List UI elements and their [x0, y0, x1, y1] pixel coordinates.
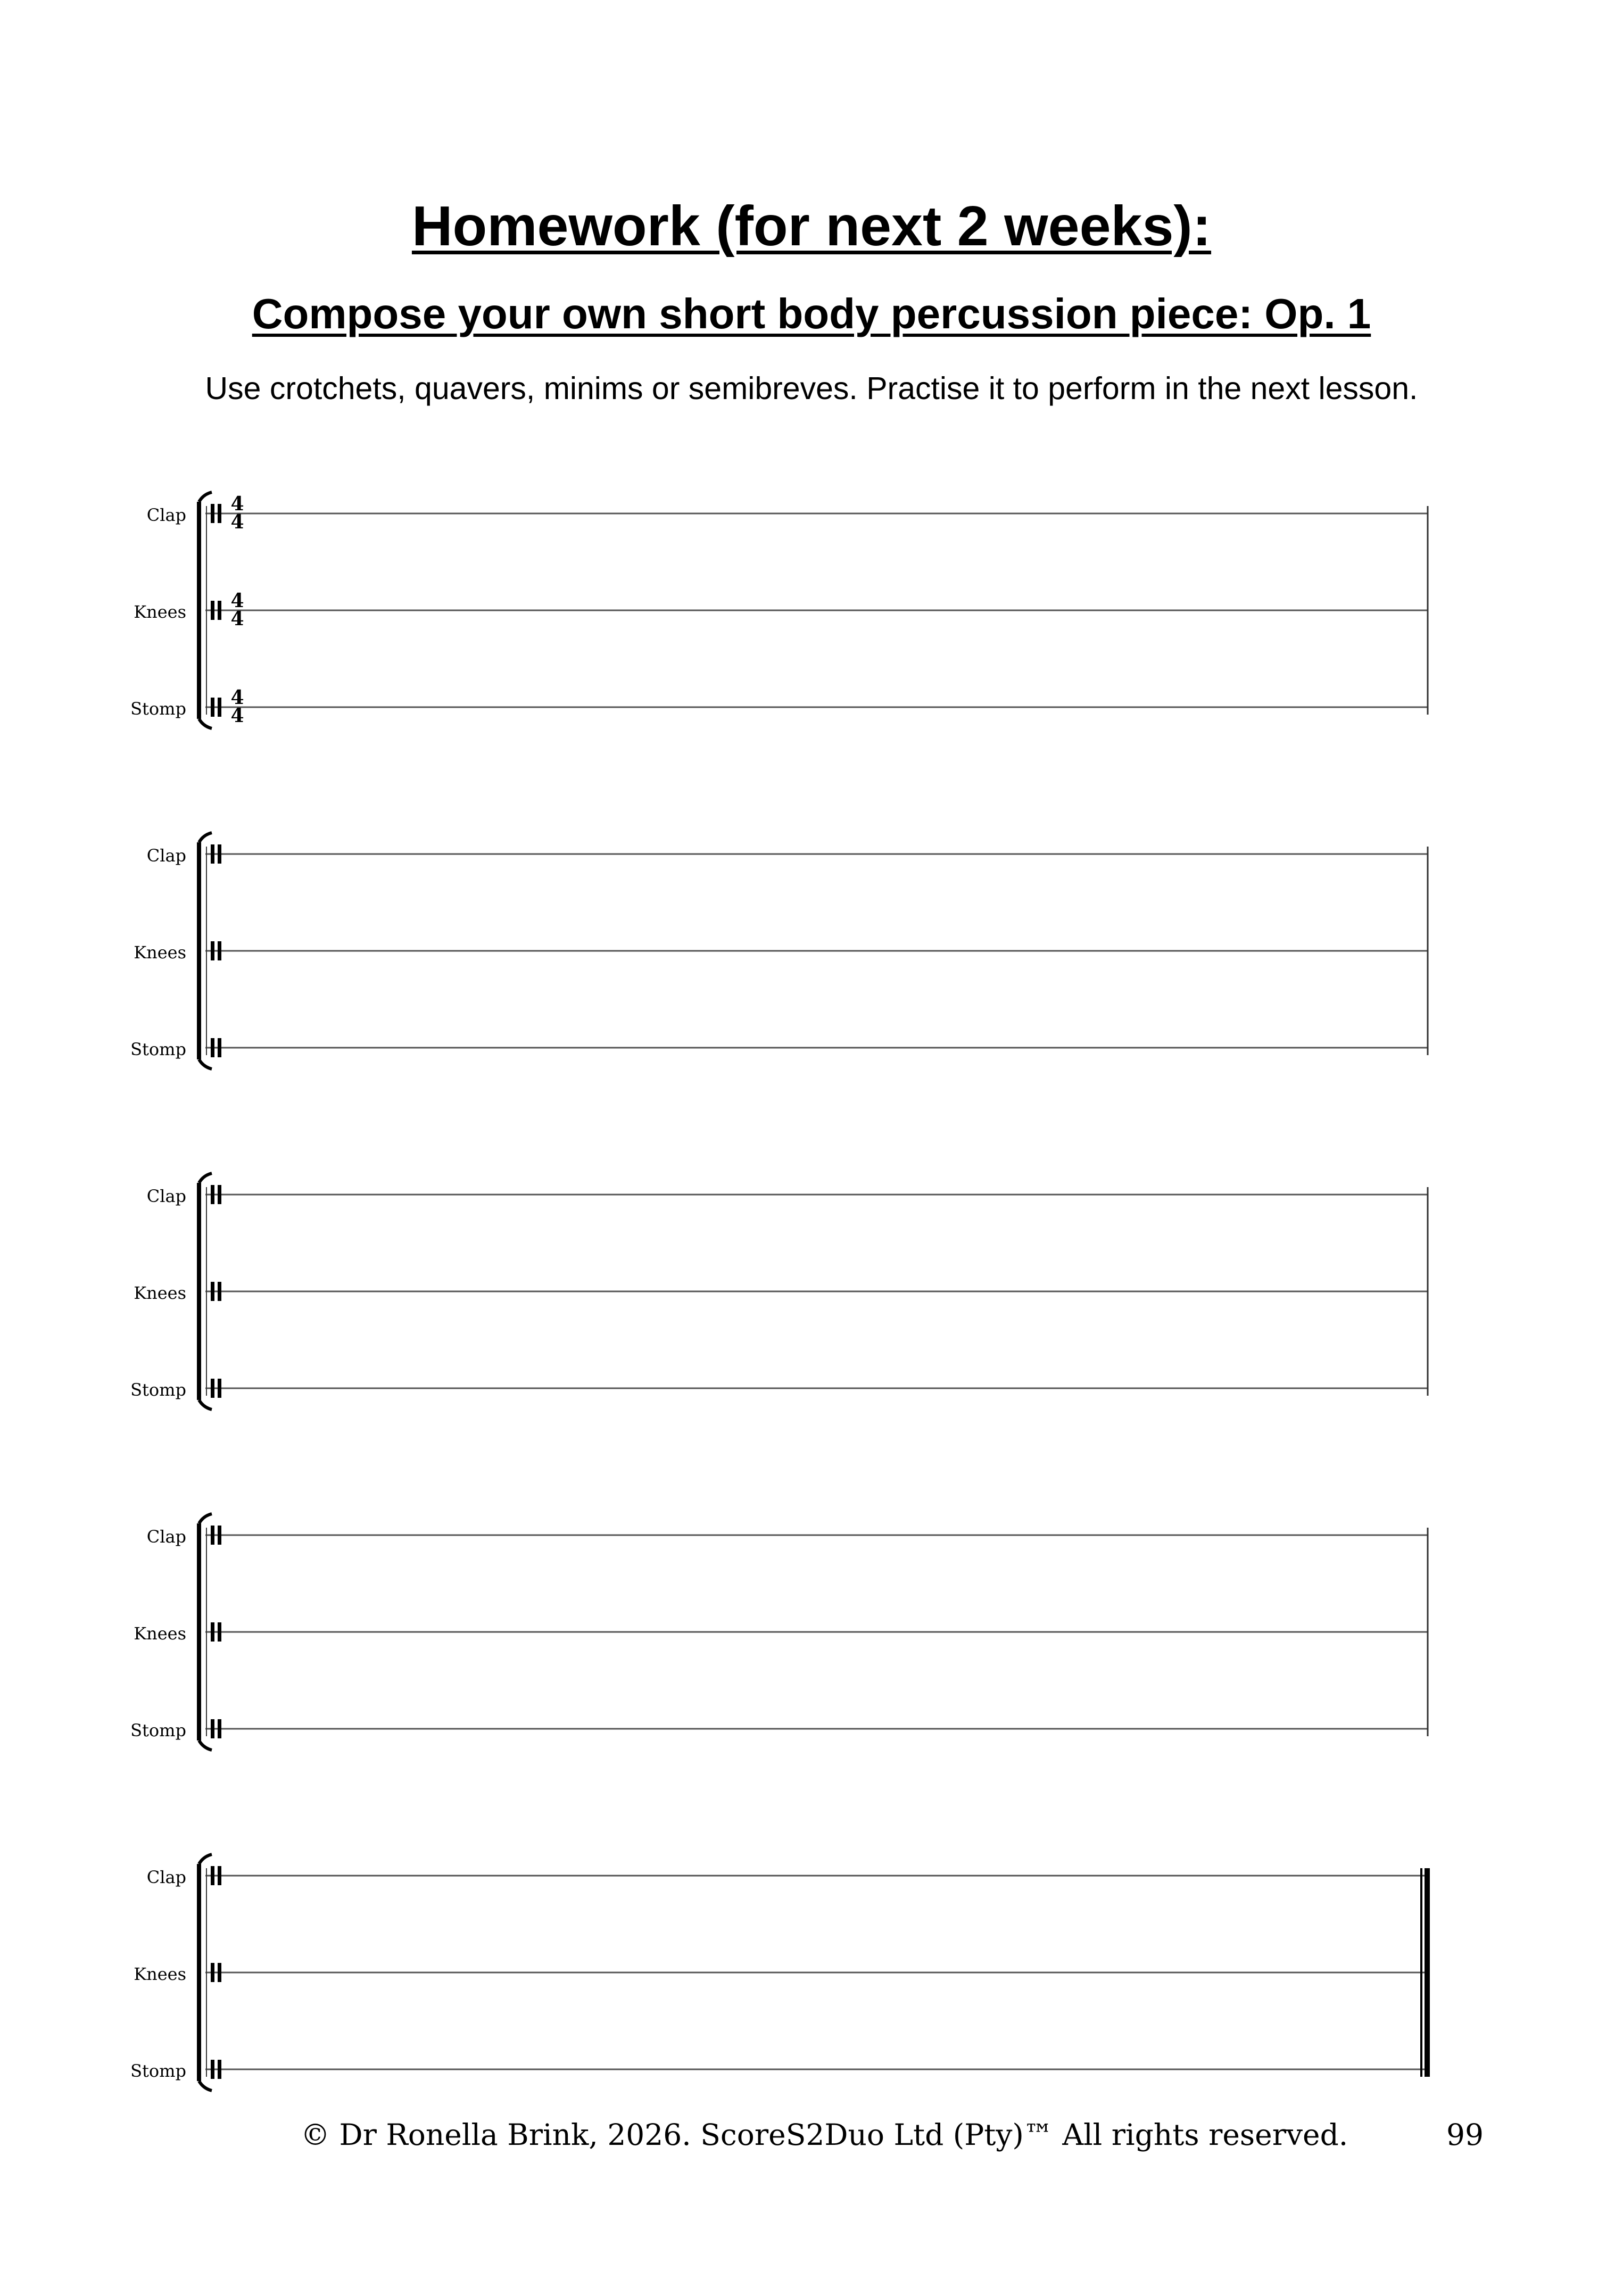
percussion-clef: [218, 601, 221, 620]
percussion-clef: [211, 698, 214, 717]
instructions-text: Use crotchets, quavers, minims or semibreves. Practise it to perform in the next lesson.: [205, 371, 1418, 406]
time-signature-top: 4: [230, 686, 244, 709]
copyright-footer: © Dr Ronella Brink, 2026. ScoreS2Duo Ltd (Pty)™ All rights reserved.: [301, 2118, 1348, 2152]
instrument-label: Stomp: [130, 1720, 186, 1740]
system-bracket: [197, 842, 201, 1059]
percussion-clef: [218, 1526, 221, 1545]
percussion-clef: [218, 1282, 221, 1301]
percussion-clef: [211, 1379, 214, 1398]
percussion-clef: [218, 1185, 221, 1204]
bracket-bottom-hook: [199, 1059, 212, 1069]
bracket-bottom-hook: [199, 1400, 212, 1410]
percussion-clef: [211, 1526, 214, 1545]
percussion-clef: [211, 1622, 214, 1642]
percussion-clef: [218, 1379, 221, 1398]
percussion-clef: [211, 844, 214, 864]
final-barline-thick: [1425, 1868, 1430, 2077]
page-title: Homework (for next 2 weeks):: [411, 195, 1212, 258]
percussion-clef: [218, 941, 221, 960]
percussion-clef: [211, 2060, 214, 2079]
instrument-label: Knees: [134, 1283, 186, 1303]
system-bracket: [197, 502, 201, 719]
instrument-label: Knees: [134, 602, 186, 622]
instrument-label: Knees: [134, 1623, 186, 1644]
time-signature-bottom: 4: [230, 608, 244, 630]
page-subtitle: Compose your own short body percussion piece: Op. 1: [252, 290, 1371, 337]
instrument-label: Knees: [134, 942, 186, 963]
bracket-top-hook: [199, 1854, 212, 1864]
bracket-bottom-hook: [199, 719, 212, 728]
bracket-top-hook: [199, 1514, 212, 1523]
percussion-clef: [211, 1185, 214, 1204]
bracket-top-hook: [199, 833, 212, 842]
time-signature-bottom: 4: [230, 511, 244, 533]
time-signature-top: 4: [230, 493, 244, 515]
percussion-clef: [211, 1038, 214, 1057]
bracket-top-hook: [199, 492, 212, 502]
page-number: 99: [1446, 2118, 1484, 2152]
instrument-label: Clap: [146, 505, 186, 525]
instrument-label: Clap: [146, 1867, 186, 1887]
time-signature-bottom: 4: [230, 704, 244, 727]
percussion-clef: [211, 601, 214, 620]
instrument-label: Stomp: [130, 2061, 186, 2081]
system-bracket: [197, 1523, 201, 1740]
percussion-clef: [211, 1963, 214, 1982]
percussion-clef: [218, 844, 221, 864]
time-signature-top: 4: [230, 590, 244, 612]
percussion-clef: [211, 1282, 214, 1301]
system-bracket: [197, 1864, 201, 2081]
instrument-label: Knees: [134, 1964, 186, 1984]
percussion-clef: [218, 504, 221, 523]
percussion-clef: [211, 1866, 214, 1885]
instrument-label: Clap: [146, 1186, 186, 1206]
instrument-label: Stomp: [130, 699, 186, 719]
percussion-clef: [218, 1963, 221, 1982]
percussion-clef: [211, 941, 214, 960]
percussion-clef: [211, 504, 214, 523]
bracket-bottom-hook: [199, 1740, 212, 1750]
percussion-clef: [218, 1622, 221, 1642]
percussion-clef: [218, 2060, 221, 2079]
percussion-clef: [218, 1866, 221, 1885]
system-bracket: [197, 1183, 201, 1400]
instrument-label: Clap: [146, 1527, 186, 1547]
instrument-label: Stomp: [130, 1039, 186, 1059]
instrument-label: Stomp: [130, 1380, 186, 1400]
instrument-label: Clap: [146, 846, 186, 866]
percussion-clef: [211, 1719, 214, 1738]
percussion-clef: [218, 698, 221, 717]
percussion-clef: [218, 1038, 221, 1057]
percussion-clef: [218, 1719, 221, 1738]
bracket-bottom-hook: [199, 2081, 212, 2091]
bracket-top-hook: [199, 1173, 212, 1183]
